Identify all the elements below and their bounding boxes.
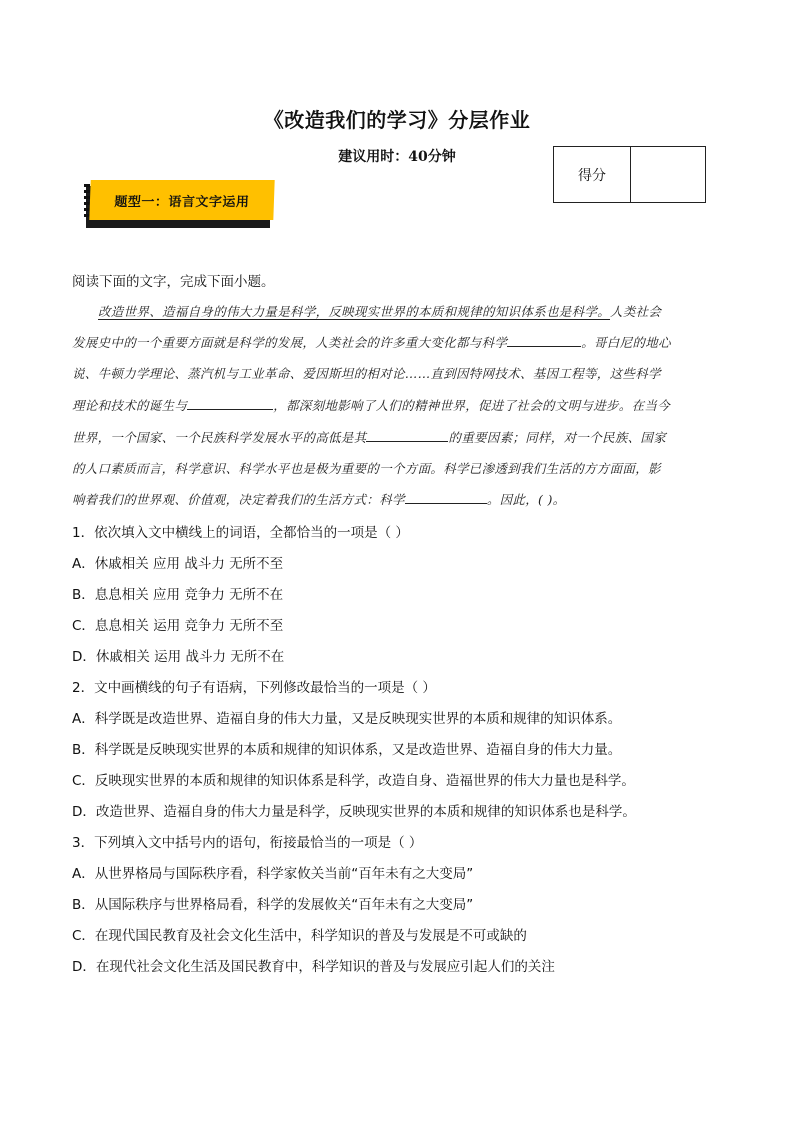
question-2-option-a[interactable]: A．科学既是改造世界、造福自身的伟大力量，又是反映现实世界的本质和规律的知识体系。 [72, 711, 622, 727]
question-3-option-a[interactable]: A．从世界格局与国际秩序看，科学家攸关当前“百年未有之大变局” [72, 866, 474, 882]
question-1-option-d[interactable]: D．休戚相关 运用 战斗力 无所不在 [72, 649, 285, 665]
passage-text: 世界，一个国家、一个民族科学发展水平的高低是其 [72, 430, 367, 445]
passage-line-5 [72, 428, 722, 446]
question-2-option-d[interactable]: D．改造世界、造福自身的伟大力量是科学，反映现实世界的本质和规律的知识体系也是科学。 [72, 804, 636, 820]
question-2-stem: 2．文中画横线的句子有语病，下列修改最恰当的一项是（ ） [72, 680, 436, 696]
score-box [553, 146, 706, 203]
question-2-option-b[interactable]: B．科学既是反映现实世界的本质和规律的知识体系，又是改造世界、造福自身的伟大力量。 [72, 742, 622, 758]
question-1-option-b[interactable]: B．息息相关 应用 竞争力 无所不在 [72, 587, 284, 603]
passage-line-2 [72, 333, 722, 351]
passage-text: 。哥白尼的地心 [581, 335, 671, 350]
fill-blank-3[interactable] [366, 429, 448, 442]
section-title: 题型一：语言文字运用 [114, 194, 250, 210]
passage-line-3: 说、牛顿力学理论、蒸汽机与工业革命、爱因斯坦的相对论……直到因特网技术、基因工程等，这些科学 [72, 366, 661, 381]
passage-text: ，都深刻地影响了人们的精神世界，促进了社会的文明与进步。在当今 [273, 398, 671, 413]
passage-line-4 [72, 396, 722, 414]
passage-text: 发展史中的一个重要方面就是科学的发展，人类社会的许多重大变化都与科学 [72, 335, 508, 350]
question-3-stem: 3．下列填入文中括号内的语句，衔接最恰当的一项是（ ） [72, 835, 423, 851]
fill-blank-2[interactable] [187, 397, 273, 410]
fill-blank-1[interactable] [507, 334, 581, 347]
passage-text: 。因此，( )。 [486, 492, 566, 507]
question-2-option-c[interactable]: C．反映现实世界的本质和规律的知识体系是科学，改造自身、造福世界的伟大力量也是科学。 [72, 773, 635, 789]
passage-text: 人类社会 [610, 304, 662, 319]
time-hint: 建议用时：40分钟 [338, 149, 456, 165]
question-1-option-a[interactable]: A．休戚相关 应用 战斗力 无所不至 [72, 556, 284, 572]
fill-blank-4[interactable] [405, 491, 487, 504]
underlined-sentence: 改造世界、造福自身的伟大力量是科学，反映现实世界的本质和规律的知识体系也是科学。 [98, 304, 611, 319]
banner-body [89, 180, 274, 220]
question-3-option-d[interactable]: D．在现代社会文化生活及国民教育中，科学知识的普及与发展应引起人们的关注 [72, 959, 555, 975]
passage-line-1 [72, 302, 748, 320]
passage-line-7 [72, 490, 722, 508]
question-1-stem: 1．依次填入文中横线上的词语，全都恰当的一项是（ ） [72, 525, 409, 541]
page-title: 《改造我们的学习》分层作业 [263, 108, 531, 132]
instruction-text: 阅读下面的文字，完成下面小题。 [72, 274, 275, 290]
passage-text: 响着我们的世界观、价值观，决定着我们的生活方式：科学 [72, 492, 405, 507]
passage-text: 的重要因素；同样，对一个民族、国家 [448, 430, 667, 445]
question-3-option-c[interactable]: C．在现代国民教育及社会文化生活中，科学知识的普及与发展是不可或缺的 [72, 928, 527, 944]
score-value-field[interactable] [631, 147, 705, 202]
passage-text: 理论和技术的诞生与 [72, 398, 188, 413]
section-banner [86, 178, 276, 228]
question-1-option-c[interactable]: C．息息相关 运用 竞争力 无所不至 [72, 618, 284, 634]
question-3-option-b[interactable]: B．从国际秩序与世界格局看，科学的发展攸关“百年未有之大变局” [72, 897, 474, 913]
score-label: 得分 [554, 147, 631, 202]
passage-line-6: 的人口素质而言，科学意识、科学水平也是极为重要的一个方面。科学已渗透到我们生活的方方面面，影 [72, 461, 661, 476]
